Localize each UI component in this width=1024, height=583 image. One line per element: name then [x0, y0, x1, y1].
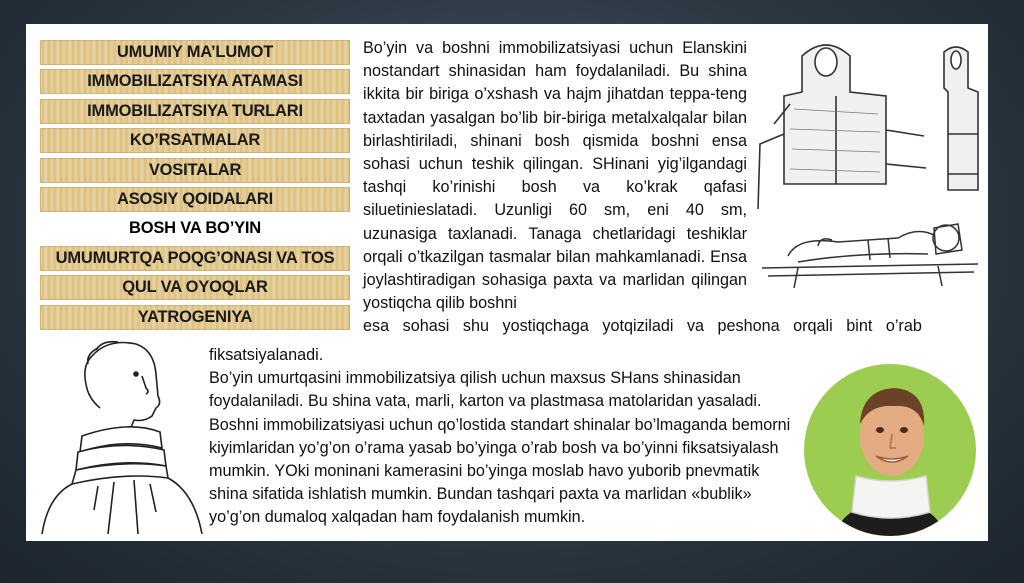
menu-item-umurtqa[interactable]	[40, 246, 350, 271]
menu-item-label: YATROGENIYA	[137, 307, 253, 326]
menu-item-label: BOSH VA BO’YIN	[129, 219, 261, 238]
cervical-collar-photo	[804, 364, 976, 536]
menu-item-turlari[interactable]	[40, 99, 350, 124]
menu-item-qoidalari[interactable]	[40, 187, 350, 212]
menu-item-label: UMUMIY MA’LUMOT	[116, 43, 274, 61]
menu-item-label: ASOSIY QOIDALARI	[116, 189, 273, 208]
menu-item-korsatmalar[interactable]	[40, 128, 350, 153]
stretcher-patient-illustration	[758, 206, 984, 296]
menu-item-label: VOSITALAR	[148, 160, 242, 179]
paragraph-shans: fiksatsiyalanadi. Bo’yin umurtqasini immobilizatsiya qilish uchun maxsus SHans shinasidan foydalaniladi. Bu shina vata, marli, karton va plastmasa matolaridan yasaladi. Boshni immobilizatsiyasi uchun qo’lostida standart shinalar bo’lmaganda bemorni kiyimlaridan yo’g’on o’rama yasab bo’yinga o’rab bosh va bo’yinni fiksatsiyalash mumkin. YOki moninani kamerasini bo’yinga moslab havo yuborib pnevmatik shina sifatida ishlatish mumkin. Bundan tashqari paxta va marlidan «bublik» yo’g’on dumaloq xalqadan ham foydalanish mumkin.	[209, 346, 791, 527]
menu-item-yatrogeniya[interactable]	[40, 305, 350, 330]
collar-man-icon	[804, 364, 976, 536]
menu-item-vositalar[interactable]	[40, 158, 350, 183]
menu-item-umumiy[interactable]	[40, 40, 350, 65]
menu-item-qul-oyoq[interactable]	[40, 275, 350, 300]
topic-menu	[40, 40, 350, 334]
neck-collar-man-illustration	[38, 336, 206, 536]
menu-item-atamasi[interactable]	[40, 69, 350, 94]
menu-item-label: KO’RSATMALAR	[129, 131, 261, 150]
elanski-splint-illustration	[754, 34, 982, 214]
paragraph-elanski: Bo’yin va boshni immobilizatsiyasi uchun Elanskini nostandart shinasidan ham foydalaniladi. Bu shina ikkita bir biriga o’xshash va hajm jihatdan teppa-teng taxtadan yasalgan bo’lib bir-biriga metalxalqalar bilan birlashtiriladi, shinani bosh qismida boshni ensa sohasi uchun teshik qilingan. SHinani yig’ilgandagi tashqi ko’rinishi bosh va ko’krak qafasi siluetinieslatadi. Uzunligi 60 sm, eni 40 sm, uzunasiga taxlanadi. Tanaga chetlaridagi teshiklar orqali o’tkazilgan tasmalar bilan mahkamlanadi. Ensa joylashtiradigan sohasiga paxta va marlidan qilingan yostiqcha qilib boshni	[363, 39, 747, 313]
paragraph-elanski-continued: esa sohasi shu yostiqchaga yotqiziladi va peshona orqali bint o’rab	[363, 317, 922, 335]
menu-item-bosh-va-boyin[interactable]	[40, 216, 350, 241]
menu-item-label: IMMOBILIZATSIYA ATAMASI	[87, 72, 303, 91]
menu-item-label: UMUMURTQA POQG’ONASI VA TOS	[55, 248, 335, 267]
slide	[26, 24, 988, 541]
menu-item-label: QUL VA OYOQLAR	[122, 278, 268, 297]
menu-item-label: IMMOBILIZATSIYA TURLARI	[87, 101, 303, 120]
